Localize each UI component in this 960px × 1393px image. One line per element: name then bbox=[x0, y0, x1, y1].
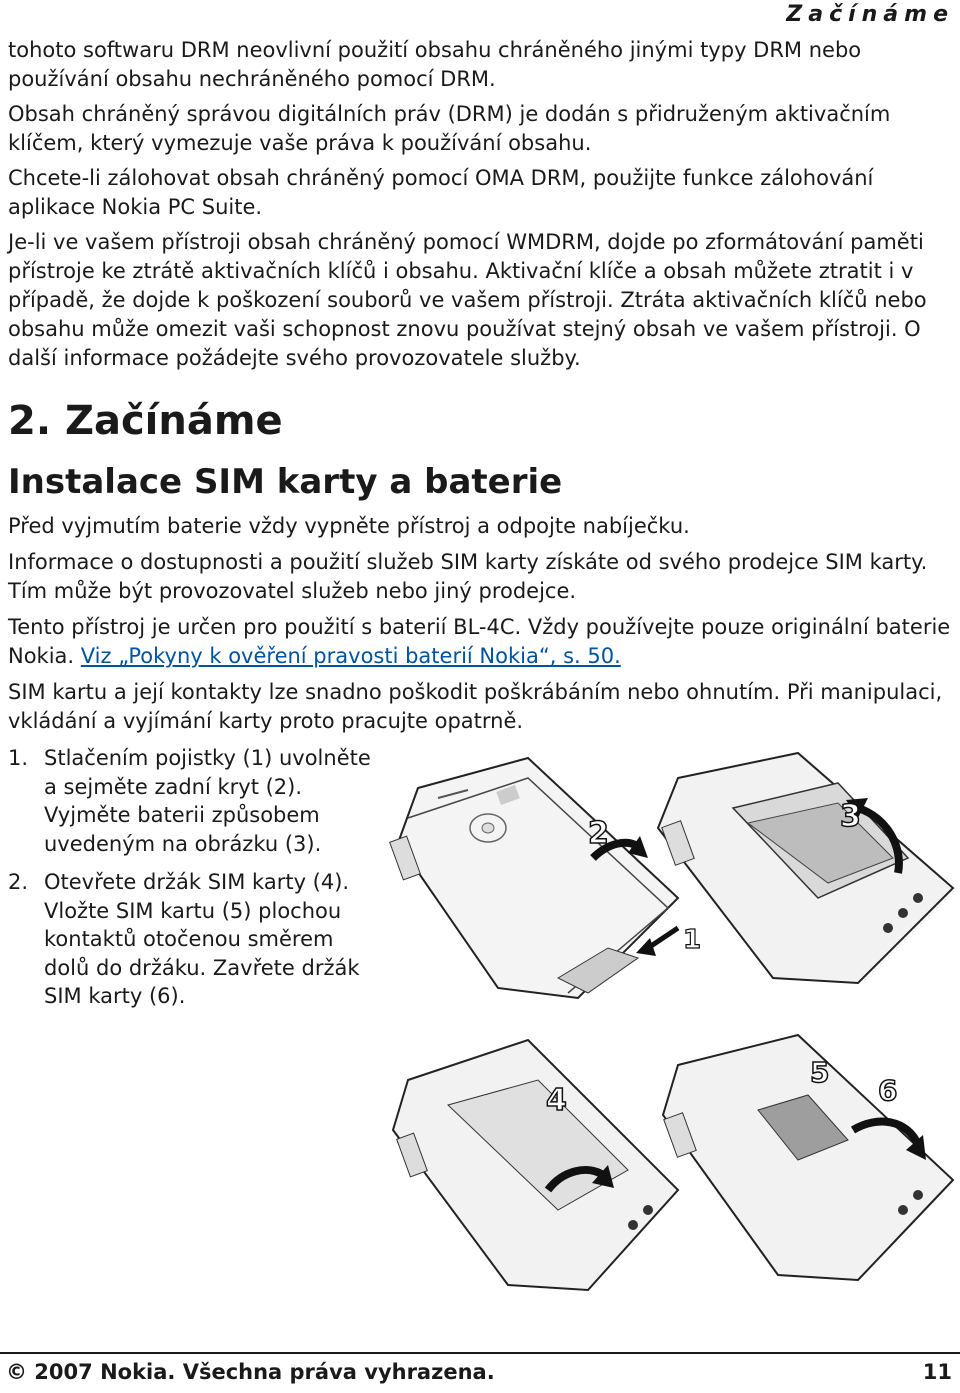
illustration-sim-insert bbox=[378, 1020, 958, 1320]
page-number: 11 bbox=[922, 1360, 952, 1384]
steps-list bbox=[8, 744, 378, 1021]
paragraph bbox=[8, 613, 958, 671]
paragraph: Informace o dostupnosti a použití služeb SIM karty získáte od svého prodejce SIM karty. Tím může být provozovatel služeb nebo jiný prodejce. bbox=[8, 550, 928, 603]
section-text bbox=[8, 512, 958, 743]
phone-battery-illustration bbox=[658, 753, 953, 983]
step-item bbox=[8, 744, 378, 858]
step-item bbox=[8, 868, 378, 1011]
callout-number: 5 bbox=[810, 1056, 830, 1089]
intro-text bbox=[8, 36, 958, 379]
phone-sim-card-illustration bbox=[663, 1035, 953, 1280]
battery-authenticity-link[interactable]: Viz „Pokyny k ověření pravosti baterií Nokia“, s. 50. bbox=[80, 644, 621, 668]
paragraph: Obsah chráněný správou digitálních práv (DRM) je dodán s přidruženým aktivačním klíčem, který vymezuje vaše práva k používání obsahu. bbox=[8, 102, 891, 155]
phone-back-cover-illustration bbox=[390, 758, 678, 998]
paragraph-text: Tento přístroj je určen pro použití s baterií BL-4C. Vždy používejte pouze originální baterie Nokia. bbox=[8, 615, 951, 668]
step-text: Stlačením pojistky (1) uvolněte a sejměte zadní kryt (2). Vyjměte baterii způsobem uvedeným na obrázku (3). bbox=[44, 746, 371, 856]
paragraph: Před vyjmutím baterie vždy vypněte přístroj a odpojte nabíječku. bbox=[8, 514, 690, 538]
step-number: 2. bbox=[8, 870, 29, 894]
paragraph: Chcete-li zálohovat obsah chráněný pomocí OMA DRM, použijte funkce zálohování aplikace Nokia PC Suite. bbox=[8, 166, 874, 219]
callout-number: 6 bbox=[878, 1074, 898, 1107]
paragraph: tohoto softwaru DRM neovlivní použití obsahu chráněného jinými typy DRM nebo používání obsahu nechráněného pomocí DRM. bbox=[8, 38, 862, 91]
callout-number: 3 bbox=[840, 799, 861, 834]
running-head: Začínáme bbox=[786, 2, 954, 27]
step-text: Otevřete držák SIM karty (4). Vložte SIM kartu (5) plochou kontaktů otočenou směrem dolů do držáku. Zavřete držák SIM karty (6). bbox=[44, 870, 360, 1008]
phone-sim-holder-open-illustration bbox=[393, 1040, 678, 1290]
section-title: Instalace SIM karty a baterie bbox=[8, 462, 563, 502]
copyright-notice: © 2007 Nokia. Všechna práva vyhrazena. bbox=[6, 1360, 495, 1384]
paragraph: SIM kartu a její kontakty lze snadno poškodit poškrábáním nebo ohnutím. Při manipulaci, vkládání a vyjímání karty proto pracujte opatrně. bbox=[8, 680, 943, 733]
callout-number: 4 bbox=[546, 1083, 567, 1118]
page-footer bbox=[0, 1352, 960, 1393]
step-number: 1. bbox=[8, 746, 29, 770]
chapter-title: 2. Začínáme bbox=[8, 398, 283, 444]
callout-number: 2 bbox=[588, 816, 609, 851]
callout-number: 1 bbox=[683, 925, 702, 955]
illustration-remove-cover-battery bbox=[378, 748, 958, 1038]
paragraph: Je-li ve vašem přístroji obsah chráněný pomocí WMDRM, dojde po zformátování paměti přístroje ke ztrátě aktivačních klíčů i obsahu. Aktivační klíče a obsah můžete ztratit i v případě, že dojde k poškození souborů ve vašem přístroji. Ztráta aktivačních klíčů nebo obsahu může omezit vaši schopnost znovu používat stejný obsah ve vašem přístroji. O další informace požádejte svého provozovatele služby. bbox=[8, 230, 927, 370]
